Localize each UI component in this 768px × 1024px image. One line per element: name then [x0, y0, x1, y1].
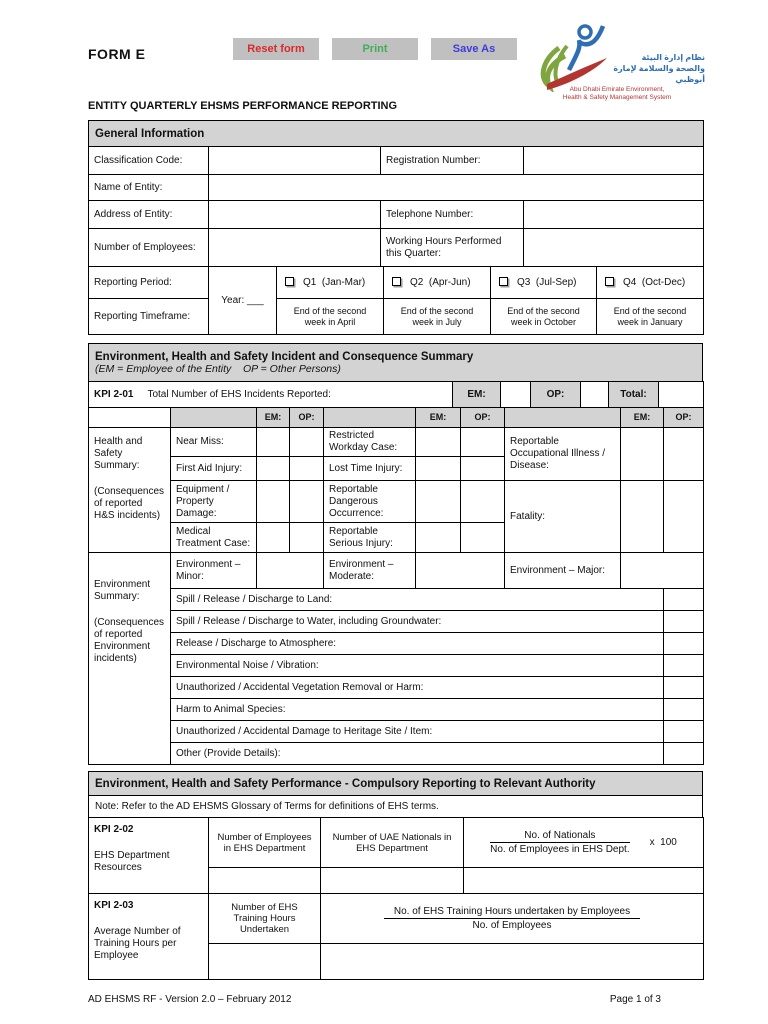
grid-op-label-1: OP:: [290, 408, 324, 428]
first-aid-em-field[interactable]: [257, 457, 290, 481]
registration-number-field[interactable]: [524, 147, 704, 175]
grid-op-label-3: OP:: [664, 408, 704, 428]
near-miss-em-field[interactable]: [257, 428, 290, 457]
grid-em-label-2: EM:: [416, 408, 461, 428]
quarter-q1-cell: [277, 267, 384, 299]
kpi203-formula-cell: [321, 894, 704, 944]
env-major-field[interactable]: [621, 553, 704, 589]
q3-checkbox[interactable]: [499, 277, 508, 286]
reporting-timeframe-label: Reporting Timeframe:: [89, 299, 209, 335]
q1-label: Q1 (Jan-Mar): [303, 277, 366, 288]
occupational-illness-label: Reportable Occupational Illness / Disease:: [505, 428, 621, 481]
restricted-workday-op-field[interactable]: [461, 428, 505, 457]
env-category-label: Environment Summary:: [94, 579, 151, 602]
kpi203-fraction: [384, 906, 640, 931]
timeframe-q4: End of the second week in January: [597, 299, 704, 335]
serious-injury-op-field[interactable]: [461, 523, 505, 553]
env-minor-label: Environment – Minor:: [171, 553, 257, 589]
noise-vibration-label: Environmental Noise / Vibration:: [171, 655, 664, 677]
kpi202-name: EHS Department Resources: [94, 850, 170, 873]
registration-number-label: Registration Number:: [381, 147, 524, 175]
dangerous-occurrence-op-field[interactable]: [461, 481, 505, 523]
entity-address-label: Address of Entity:: [89, 201, 209, 229]
animal-species-field[interactable]: [664, 699, 704, 721]
other-details-field[interactable]: [664, 743, 704, 765]
kpi202-fraction: [490, 830, 630, 855]
reporting-period-table: [88, 266, 704, 335]
kpi202-result-field[interactable]: [464, 868, 704, 894]
page-header: [88, 20, 703, 120]
employees-number-field[interactable]: [209, 229, 381, 267]
timeframe-q3: End of the second week in October: [491, 299, 597, 335]
env-category-note: (Consequences of reported Environment incidents): [94, 617, 165, 664]
fatality-label: Fatality:: [505, 481, 621, 553]
incident-header-cell: [89, 344, 703, 382]
telephone-number-field[interactable]: [524, 201, 704, 229]
q1-checkbox[interactable]: [285, 277, 294, 286]
ehsms-logo-icon: [529, 18, 607, 92]
timeframe-q2: End of the second week in July: [384, 299, 491, 335]
spill-land-field[interactable]: [664, 589, 704, 611]
logo-english-text: Abu Dhabi Emirate Environment, Health & Safety Management System: [562, 86, 672, 101]
kpi202-col-nationals: Number of UAE Nationals in EHS Department: [321, 818, 464, 868]
kpi202-table: [88, 817, 704, 894]
kpi203-formula-denominator: No. of Employees: [472, 920, 552, 931]
restricted-workday-em-field[interactable]: [416, 428, 461, 457]
document-title: ENTITY QUARTERLY EHSMS PERFORMANCE REPORTING: [88, 100, 398, 112]
quarter-q4-cell: [597, 267, 704, 299]
spill-water-field[interactable]: [664, 611, 704, 633]
reset-form-button[interactable]: Reset form: [233, 38, 319, 60]
grid-op-label-2: OP:: [461, 408, 505, 428]
heritage-field[interactable]: [664, 721, 704, 743]
restricted-workday-label: Restricted Workday Case:: [324, 428, 416, 457]
kpi201-total-label: Total:: [609, 382, 659, 408]
dangerous-occurrence-em-field[interactable]: [416, 481, 461, 523]
other-details-label: Other (Provide Details):: [171, 743, 664, 765]
kpi201-text: Total Number of EHS Incidents Reported:: [147, 389, 331, 400]
medical-treatment-label: Medical Treatment Case:: [171, 523, 257, 553]
form-id: FORM E: [88, 46, 146, 62]
hs-category-note: (Consequences of reported H&S incidents): [94, 486, 165, 521]
performance-note: Note: Refer to the AD EHSMS Glossary of Terms for definitions of EHS terms.: [89, 796, 703, 818]
fatality-em-field[interactable]: [621, 481, 664, 553]
kpi203-id: KPI 2-03: [94, 900, 134, 911]
page-footer: [88, 994, 703, 1005]
grid-em-label-3: EM:: [621, 408, 664, 428]
quarter-q3-cell: [491, 267, 597, 299]
first-aid-op-field[interactable]: [290, 457, 324, 481]
medical-treatment-em-field[interactable]: [257, 523, 290, 553]
occupational-illness-op-field[interactable]: [664, 428, 704, 481]
pdf-toolbar: [233, 38, 517, 60]
kpi202-col-employees: Number of Employees in EHS Department: [209, 818, 321, 868]
grid-spacer-3: [505, 408, 621, 428]
kpi201-total-field[interactable]: [659, 382, 704, 408]
kpi201-em-label: EM:: [453, 382, 501, 408]
kpi201-label: [89, 382, 453, 408]
working-hours-label: Working Hours Performed this Quarter:: [381, 229, 524, 267]
env-major-label: Environment – Major:: [505, 553, 621, 589]
q3-label: Q3 (Jul-Sep): [517, 277, 577, 288]
incident-section-header: [88, 343, 703, 382]
quarter-q2-cell: [384, 267, 491, 299]
occupational-illness-em-field[interactable]: [621, 428, 664, 481]
q2-checkbox[interactable]: [392, 277, 401, 286]
env-moderate-field[interactable]: [416, 553, 505, 589]
performance-section-title: Environment, Health and Safety Performance - Compulsory Reporting to Relevant Authority: [89, 772, 703, 796]
env-category-cell: [89, 553, 171, 765]
kpi203-table: [88, 893, 704, 980]
spill-land-label: Spill / Release / Discharge to Land:: [171, 589, 664, 611]
general-info-table: [88, 120, 704, 267]
release-atmosphere-label: Release / Discharge to Atmosphere:: [171, 633, 664, 655]
grid-em-label-1: EM:: [257, 408, 290, 428]
telephone-number-label: Telephone Number:: [381, 201, 524, 229]
vegetation-field[interactable]: [664, 677, 704, 699]
kpi202-formula-cell: [464, 818, 704, 868]
entity-name-label: Name of Entity:: [89, 175, 209, 201]
employees-number-label: Number of Employees:: [89, 229, 209, 267]
footer-version: AD EHSMS RF - Version 2.0 – February 2012: [88, 994, 292, 1005]
kpi203-hours-field[interactable]: [209, 944, 321, 980]
near-miss-op-field[interactable]: [290, 428, 324, 457]
kpi201-op-field[interactable]: [581, 382, 609, 408]
incident-legend: (EM = Employee of the Entity OP = Other Persons): [95, 362, 341, 375]
grid-spacer-2: [324, 408, 416, 428]
entity-name-field[interactable]: [209, 175, 704, 201]
vegetation-label: Unauthorized / Accidental Vegetation Removal or Harm:: [171, 677, 664, 699]
kpi203-label-cell: [89, 894, 209, 980]
kpi203-formula-numerator: No. of EHS Training Hours undertaken by Employees: [384, 906, 640, 919]
noise-vibration-field[interactable]: [664, 655, 704, 677]
kpi203-col-hours: Number of EHS Training Hours Undertaken: [209, 894, 321, 944]
hs-category-label: Health and Safety Summary:: [94, 436, 143, 471]
kpi202-label-cell: [89, 818, 209, 894]
equipment-damage-em-field[interactable]: [257, 481, 290, 523]
dangerous-occurrence-label: Reportable Dangerous Occurrence:: [324, 481, 416, 523]
kpi202-formula-denominator: No. of Employees in EHS Dept.: [490, 844, 630, 855]
first-aid-label: First Aid Injury:: [171, 457, 257, 481]
kpi202-employees-field[interactable]: [209, 868, 321, 894]
timeframe-q1: End of the second week in April: [277, 299, 384, 335]
grid-corner-cell: [89, 408, 171, 428]
q2-label: Q2 (Apr-Jun): [410, 277, 471, 288]
grid-spacer-1: [171, 408, 257, 428]
performance-section-header: [88, 771, 703, 818]
kpi201-op-label: OP:: [531, 382, 581, 408]
entity-address-field[interactable]: [209, 201, 381, 229]
classification-code-field[interactable]: [209, 147, 381, 175]
year-field[interactable]: Year: ___: [209, 267, 277, 335]
serious-injury-em-field[interactable]: [416, 523, 461, 553]
kpi202-formula-multiplier: x 100: [649, 837, 677, 848]
lost-time-op-field[interactable]: [461, 457, 505, 481]
print-button[interactable]: Print: [332, 38, 418, 60]
kpi201-em-field[interactable]: [501, 382, 531, 408]
spill-water-label: Spill / Release / Discharge to Water, including Groundwater:: [171, 611, 664, 633]
incident-section-title: Environment, Health and Safety Incident and Consequence Summary: [95, 350, 474, 363]
lost-time-label: Lost Time Injury:: [324, 457, 416, 481]
release-atmosphere-field[interactable]: [664, 633, 704, 655]
reporting-period-label: Reporting Period:: [89, 267, 209, 299]
medical-treatment-op-field[interactable]: [290, 523, 324, 553]
incident-grid: [88, 407, 704, 765]
animal-species-label: Harm to Animal Species:: [171, 699, 664, 721]
general-info-header: General Information: [89, 121, 704, 147]
equipment-damage-op-field[interactable]: [290, 481, 324, 523]
kpi203-name: Average Number of Training Hours per Employee: [94, 926, 181, 961]
kpi202-formula-numerator: No. of Nationals: [490, 830, 630, 843]
hs-category-cell: [89, 428, 171, 553]
near-miss-label: Near Miss:: [171, 428, 257, 457]
logo-arabic-text: نظام إدارة البيئة والصحة والسلامة لإمارة أبوظبي: [613, 53, 705, 84]
equipment-damage-label: Equipment / Property Damage:: [171, 481, 257, 523]
env-minor-field[interactable]: [257, 553, 324, 589]
serious-injury-label: Reportable Serious Injury:: [324, 523, 416, 553]
classification-code-label: Classification Code:: [89, 147, 209, 175]
q4-label: Q4 (Oct-Dec): [623, 277, 686, 288]
heritage-label: Unauthorized / Accidental Damage to Heritage Site / Item:: [171, 721, 664, 743]
save-as-button[interactable]: Save As: [431, 38, 517, 60]
kpi202-nationals-field[interactable]: [321, 868, 464, 894]
kpi203-result-field[interactable]: [321, 944, 704, 980]
kpi201-id: KPI 2-01: [94, 389, 134, 400]
env-moderate-label: Environment – Moderate:: [324, 553, 416, 589]
q4-checkbox[interactable]: [605, 277, 614, 286]
working-hours-field[interactable]: [524, 229, 704, 267]
fatality-op-field[interactable]: [664, 481, 704, 553]
footer-page-number: Page 1 of 3: [609, 994, 661, 1005]
kpi201-row: [88, 381, 704, 408]
ehsms-logo: [529, 18, 705, 102]
lost-time-em-field[interactable]: [416, 457, 461, 481]
kpi202-id: KPI 2-02: [94, 824, 134, 835]
